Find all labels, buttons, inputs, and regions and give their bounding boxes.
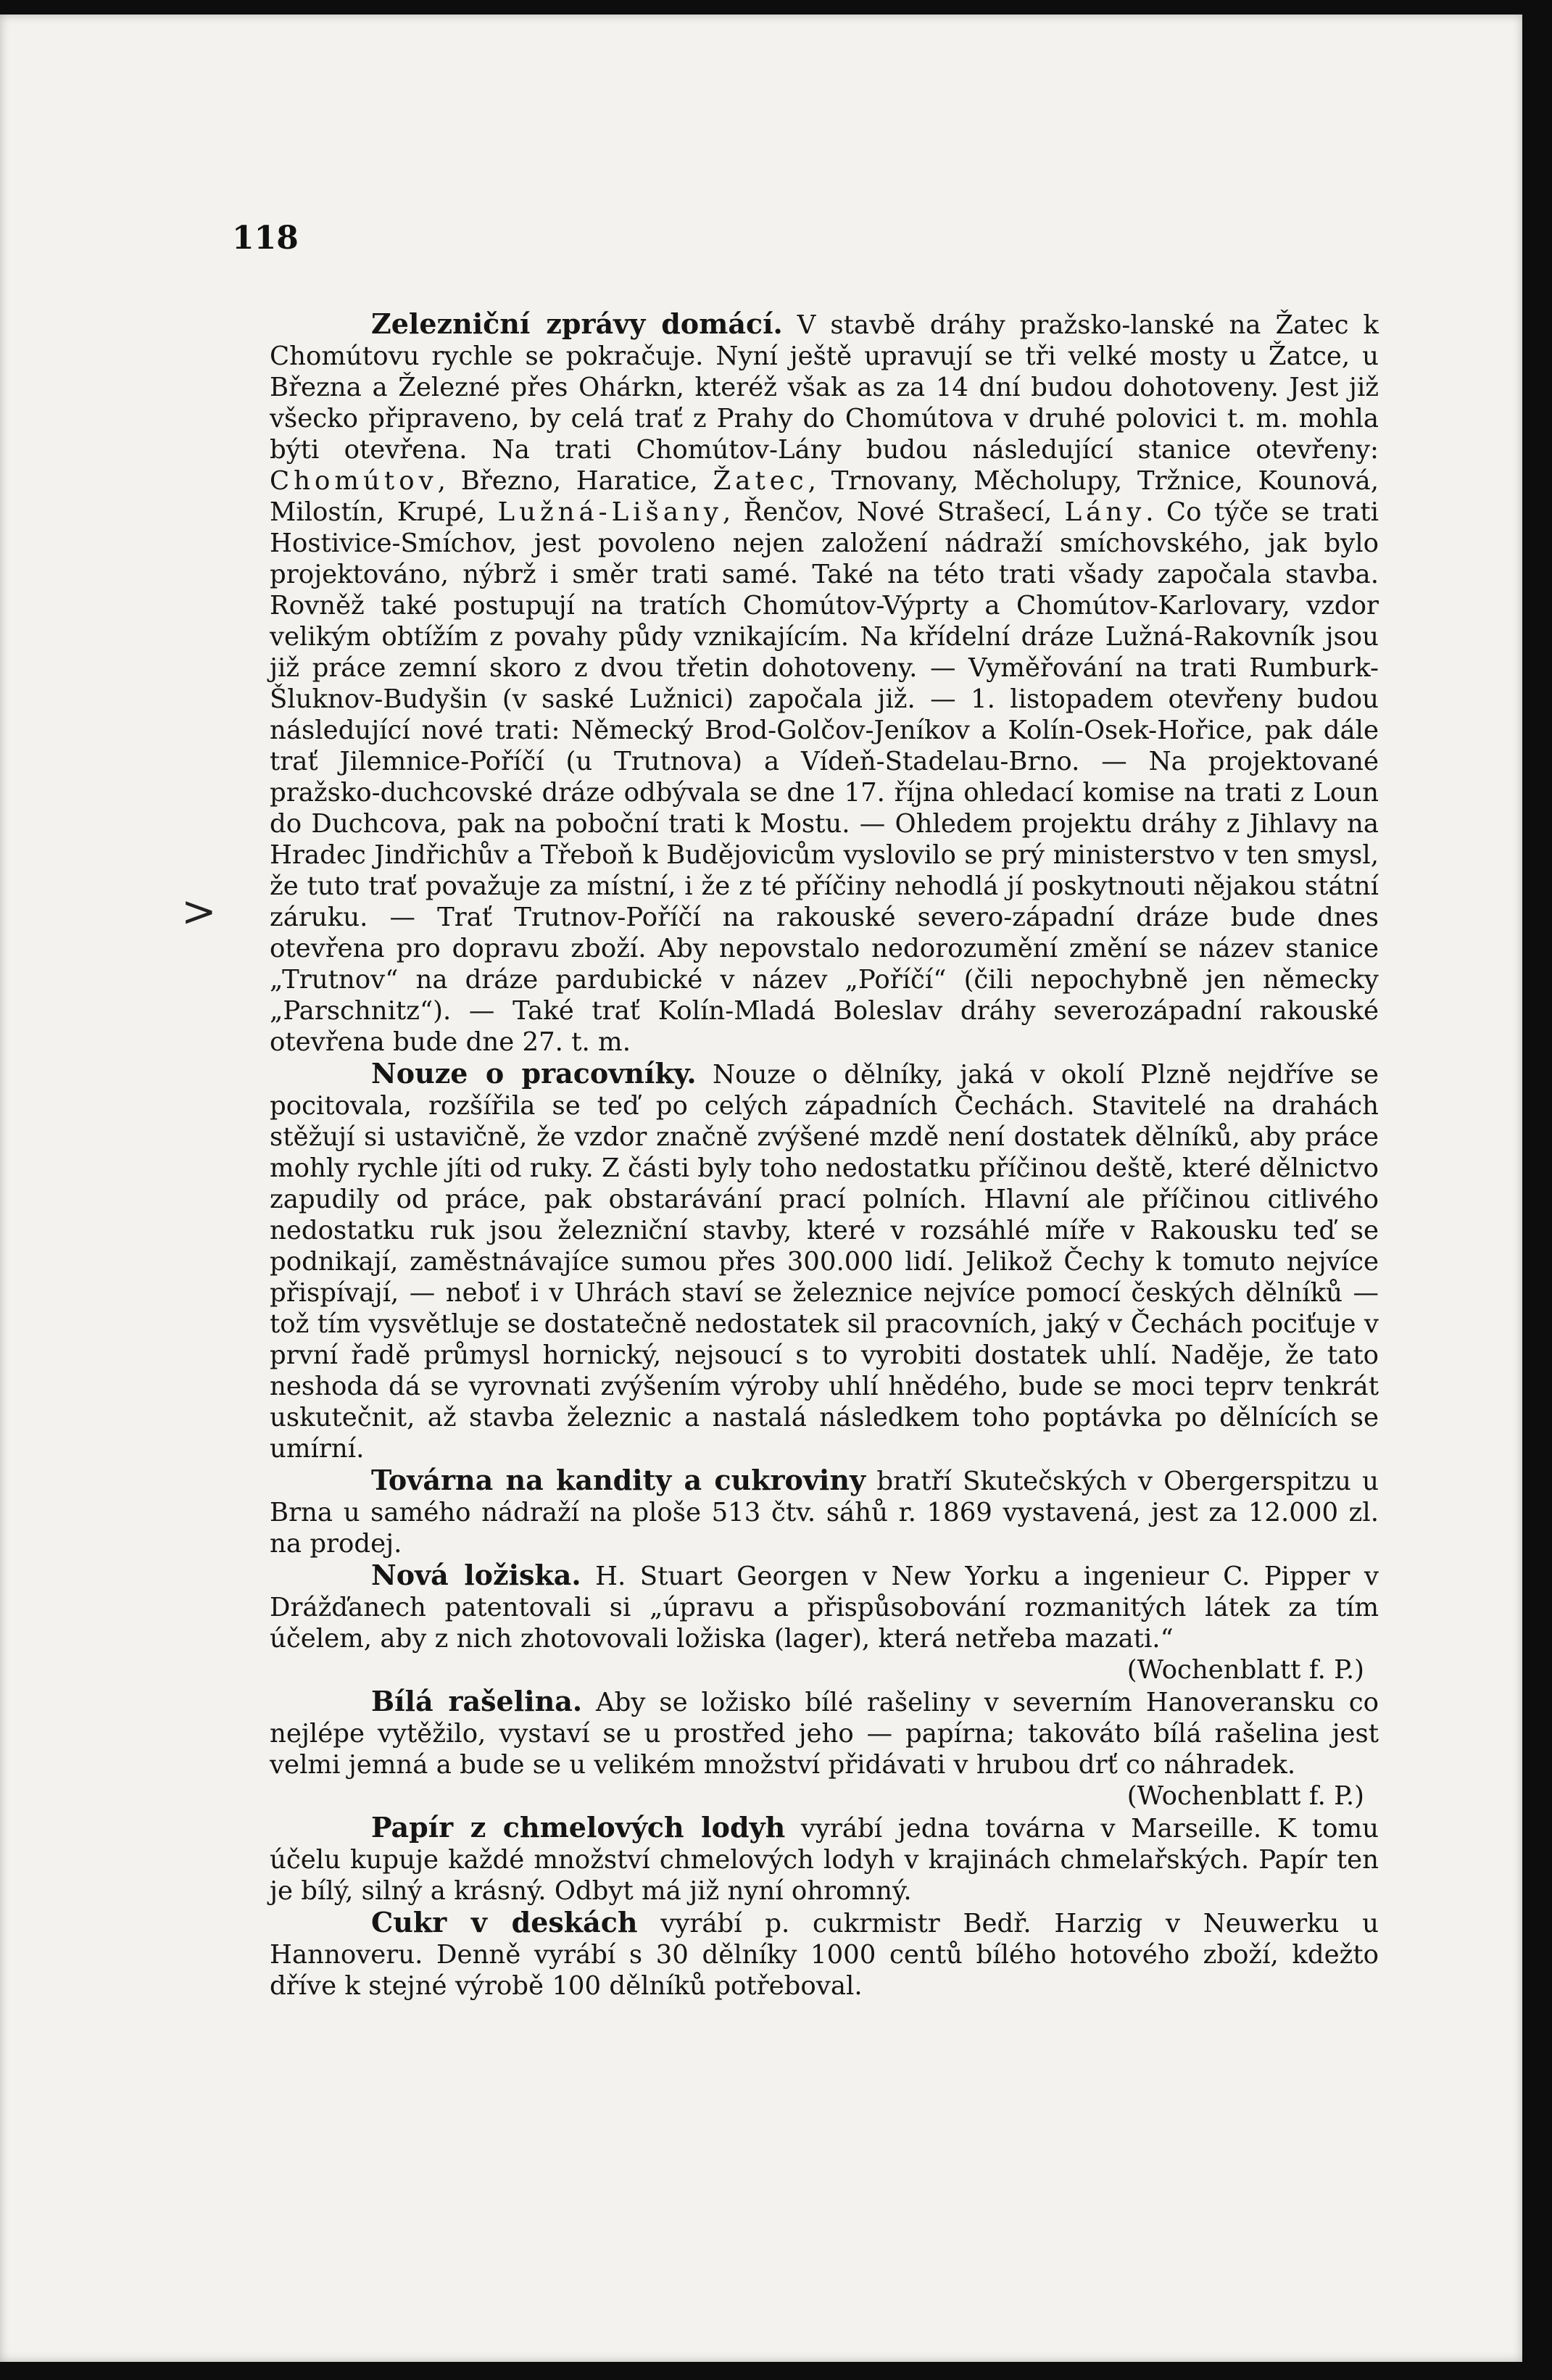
article-title: Bílá rašelina. bbox=[371, 1685, 583, 1717]
article-railway-news bbox=[270, 308, 1379, 1058]
article-body: Nouze o dělníky, jaká v okolí Plzně nejdříve se pocitovala, rozšířila se teď po celých západních Čechách. Stavitelé na drahách stěžují si ustavičně, že vzdor značně zvýšené mzdě není dostatek dělníků, aby práce mohly rychle jíti od ruky. Z části byly toho nedostatku příčinou deště, které dělnictvo zapudily od práce, pak obstarávání prací polních. Hlavní ale příčinou citlivého nedostatku ruk jsou železniční stavby, které v rozsáhlé míře v Rakousku teď se podnikají, zaměstnávajíce sumou přes 300.000 lidí. Jelikož Čechy k tomuto nejvíce přispívají, — neboť i v Uhrách staví se železnice nejvíce pomocí českých dělníků — tož tím vysvětluje se dostatečně nedostatek sil pracovních, jaký v Čechách pociťuje v první řadě průmysl hornický, nejsoucí s to vyrobiti dostatek uhlí. Naděje, že tato neshoda dá se vyrovnati zvýšením výroby uhlí hnědého, bude se moci teprv tenkrát uskutečnit, až stavba železnic a nastalá následkem toho poptávka po dělnících se umírní. bbox=[270, 1060, 1379, 1464]
article-body: , Březno, Haratice, bbox=[437, 466, 713, 496]
article-source: (Wochenblatt f. P.) bbox=[1126, 1655, 1364, 1685]
article-body: V stavbě dráhy pražsko-lanské na Žatec k Chomútovu rychle se pokračuje. Nyní ještě upravují se tři velké mosty u Žatce, u Března a Železné přes Ohárkn, kteréž však as za 14 dní budou dohotoveny. Jest již všecko připraveno, by celá trať z Prahy do Chomútova v druhé polovici t. m. mohla býti otevřena. Na trati Chomútov-Lány budou následující stanice otevřeny: bbox=[270, 310, 1379, 465]
article-source: (Wochenblatt f. P.) bbox=[1126, 1781, 1364, 1811]
article-body: vyrábí p. cukrmistr Bedř. Harzig v Neuwerku u Hannoveru. Denně vyrábí s 30 dělníky 1000 centů bílého hotového zboží, kdežto dříve k stejné výrobě 100 dělníků potřeboval. bbox=[270, 1909, 1379, 2001]
article-body: vyrábí jedna továrna v Marseille. K tomu účelu kupuje každé množství chmelových lodyh v krajinách chmelařských. Papír ten je bílý, silný a krásný. Odbyt má již nyní ohromný. bbox=[270, 1814, 1379, 1906]
article-new-bearings bbox=[270, 1559, 1379, 1654]
article-sugar-plates bbox=[270, 1907, 1379, 2002]
station-name: Chomútov bbox=[270, 466, 438, 496]
article-title: Zelezniční zprávy domácí. bbox=[371, 307, 783, 340]
station-name: Lány bbox=[1064, 497, 1146, 527]
article-title: Továrna na kandity a cukroviny bbox=[371, 1464, 866, 1496]
article-body: bratří Skutečských v Obergerspitzu u Brna u samého nádraží na ploše 513 čtv. sáhů r. 1869 vystavená, jest za 12.000 zl. na prodej. bbox=[270, 1467, 1379, 1559]
article-title: Papír z chmelových lodyh bbox=[371, 1811, 786, 1844]
article-body: . Co týče se trati Hostivice-Smíchov, jest povoleno nejen založení nádraží smíchovského, jak bylo projektováno, nýbrž i směr trati samé. Také na této trati všady započala stavba. Rovněž také postupují na tratích Chomútov-Výprty a Chomútov-Karlovary, vzdor velikým obtížím z povahy půdy vznikajícím. Na křídelní dráze Lužná-Rakovník jsou již práce zemní skoro z dvou třetin dohotoveny. — Vyměřování na trati Rumburk-Šluknov-Budyšin (v saské Lužnici) započala již. — 1. listopadem otevřeny budou následující nové trati: Německý Brod-Golčov-Jeníkov a Kolín-Osek-Hořice, pak dále trať Jilemnice-Poříčí (u Trutnova) a Vídeň-Stadelau-Brno. — Na projektované pražsko-duchcovské dráze odbývala se dne 17. října ohledací komise na trati z Loun do Duchcova, pak na poboční trati k Mostu. — Ohledem projektu dráhy z Jihlavy na Hradec Jindřichův a Třeboň k Budějovicům vyslovilo se prý ministerstvo v ten smysl, že tuto trať považuje za místní, i že z té příčiny nehodlá jí poskytnouti nějakou státní záruku. — Trať Trutnov-Poříčí na rakouské severo-západní dráze bude dnes otevřena pro dopravu zboží. Aby nepovstalo nedorozumění změní se název stanice „Trutnov“ na dráze pardubické v název „Poříčí“ (čili nepochybně jen německy „Parschnitz“). — Také trať Kolín-Mladá Boleslav dráhy severozápadní rakouské otevřena bude dne 27. t. m. bbox=[270, 497, 1379, 1057]
article-body: H. Stuart Georgen v New Yorku a ingenieur C. Pipper v Drážďanech patentovali si „úpravu a přispůsobování rozmanitých látek za tím účelem, aby z nich zhotovovali ložiska (lager), která netřeba mazati.“ bbox=[270, 1562, 1379, 1654]
article-title: Nová ložiska. bbox=[371, 1559, 581, 1591]
book-page bbox=[0, 14, 1522, 2362]
article-white-peat bbox=[270, 1686, 1379, 1780]
article-candy-factory bbox=[270, 1464, 1379, 1559]
article-title: Nouze o pracovníky. bbox=[371, 1057, 697, 1090]
article-body: , Trnovany, Měcholupy, Tržnice, Kounová, Milostín, Krupé, bbox=[270, 466, 1379, 527]
article-labor-shortage bbox=[270, 1058, 1379, 1464]
page-number: 118 bbox=[232, 220, 299, 257]
station-name: Žatec bbox=[713, 466, 808, 496]
station-name: Lužná-Lišany bbox=[497, 497, 723, 527]
article-title: Cukr v deskách bbox=[371, 1906, 638, 1939]
article-body: Aby se ložisko bílé rašeliny v severním Hanoveransku co nejlépe vytěžilo, vystaví se u prostřed jeho — papírna; takováto bílá rašelina jest velmi jemná a bude se u velikém množství přidávati v hrubou drť co náhradek. bbox=[270, 1688, 1379, 1780]
article-hop-paper bbox=[270, 1812, 1379, 1907]
margin-mark: > bbox=[181, 887, 217, 936]
article-body: , Řenčov, Nové Strašecí, bbox=[722, 497, 1065, 527]
text-column bbox=[270, 308, 1379, 2002]
